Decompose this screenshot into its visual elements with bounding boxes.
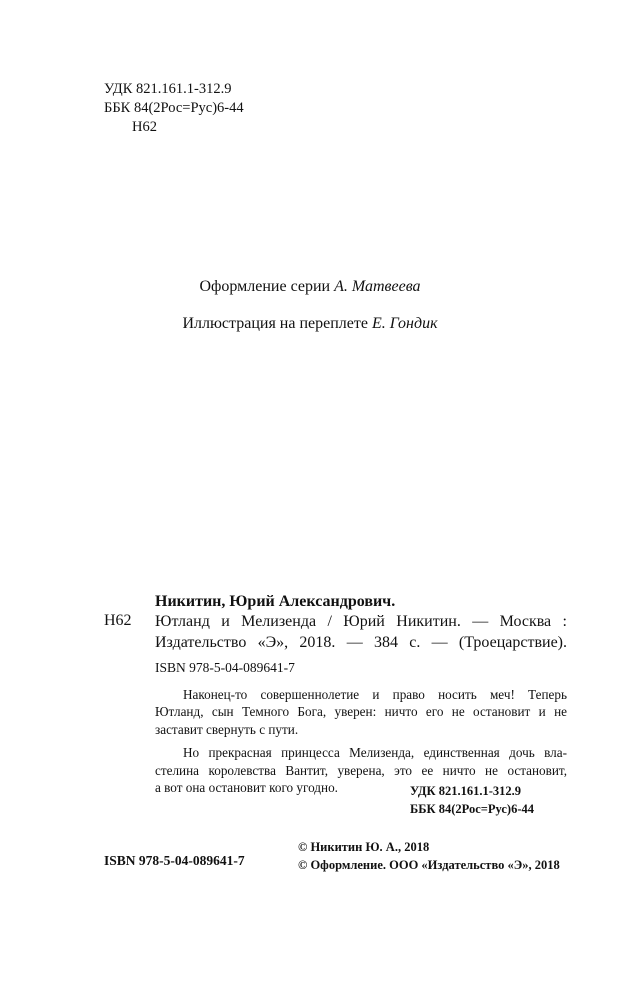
catalog-isbn: ISBN 978-5-04-089641-7 (155, 660, 295, 675)
annotation-p2-line-3: а вот она остановит кого угодно. (155, 780, 338, 796)
illustration-label: Иллюстрация на переплете (182, 315, 368, 332)
biblio-line-2: Издательство «Э», 2018. — 384 с. — (Троецарствие). (155, 633, 567, 651)
copyright-design: © Оформление. ООО «Издательство «Э», 2018 (298, 858, 560, 872)
udk-code: УДК 821.161.1-312.9 (104, 81, 232, 97)
annotation-p1-line-2: Ютланд, сын Темного Бога, уверен: ничто его не остановит и не (155, 704, 567, 720)
bottom-udk-code: УДК 821.161.1-312.9 (410, 784, 521, 798)
annotation-p2-line-2: стелина королевства Вантит, уверена, это ее ничто не остановит, (155, 762, 567, 778)
bbk-code: ББК 84(2Рос=Рус)6-44 (104, 100, 244, 116)
copyright-author: © Никитин Ю. А., 2018 (298, 840, 430, 854)
series-design-label: Оформление серии (199, 278, 331, 295)
bottom-classification-codes (410, 782, 534, 818)
top-classification-codes (104, 80, 244, 137)
illustration-name: Е. Гондик (371, 315, 438, 332)
bibliographic-description (155, 612, 567, 653)
catalog-author-mark: Н62 (104, 612, 132, 629)
biblio-line-1: Ютланд и Мелизенда / Юрий Никитин. — Москва : (155, 613, 567, 630)
annotation-p2-line-1: Но прекрасная принцесса Мелизенда, единственная дочь вла- (183, 745, 567, 761)
catalog-author: Никитин, Юрий Александрович. (155, 593, 396, 610)
annotation-p1-line-1: Наконец-то совершеннолетие и право носить меч! Теперь (183, 687, 567, 702)
series-design-credit (0, 278, 620, 296)
footer-isbn: ISBN 978-5-04-089641-7 (104, 853, 245, 868)
copyright-block (298, 838, 560, 874)
illustration-credit (0, 315, 620, 333)
author-mark: Н62 (132, 119, 157, 135)
annotation (155, 686, 567, 796)
series-design-name: А. Матвеева (334, 278, 421, 295)
annotation-p1-line-3: заставит свернуть с пути. (155, 721, 299, 737)
bottom-bbk-code: ББК 84(2Рос=Рус)6-44 (410, 802, 534, 816)
